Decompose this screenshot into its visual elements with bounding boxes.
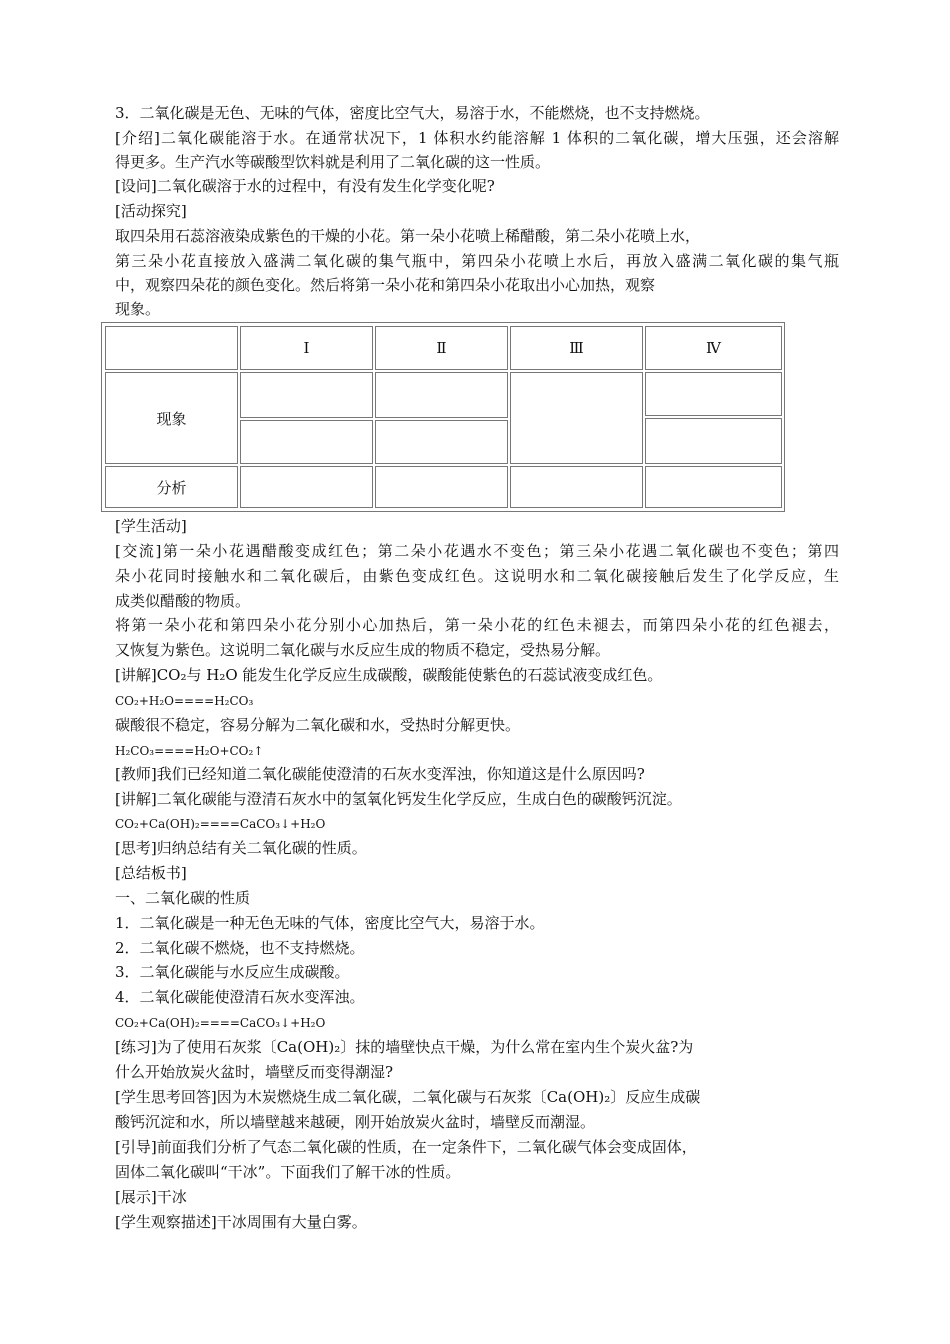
paragraph-line: 中，观察四朵花的颜色变化。然后将第一朵小花和第四朵小花取出小心加热，观察 (115, 276, 656, 294)
paragraph-line: [引导]前面我们分析了气态二氧化碳的性质，在一定条件下，二氧化碳气体会变成固体， (115, 1138, 697, 1156)
paragraph-line: 什么开始放炭火盆时，墙壁反而变得潮湿? (115, 1063, 394, 1081)
paragraph-line: [学生观察描述]干冰周围有大量白雾。 (115, 1213, 367, 1231)
paragraph-line: 固体二氧化碳叫“干冰”。下面我们了解干冰的性质。 (115, 1163, 461, 1181)
table-cell (510, 466, 643, 508)
list-item: 2．二氧化碳不燃烧，也不支持燃烧。 (115, 939, 365, 957)
table-header-cell: Ⅲ (510, 326, 643, 370)
chemical-equation: H₂CO₃====H₂O+CO₂↑ (115, 744, 264, 758)
chemical-equation: CO₂+H₂O====H₂CO₃ (115, 694, 254, 708)
table-corner-cell (105, 326, 238, 370)
table-row-label: 现象 (105, 372, 238, 464)
chemical-equation: CO₂+Ca(OH)₂====CaCO₃↓+H₂O (115, 817, 326, 831)
paragraph-line: 3．二氧化碳是无色、无味的气体，密度比空气大，易溶于水，不能燃烧，也不支持燃烧。 (115, 104, 710, 122)
subheading: 一、二氧化碳的性质 (115, 889, 251, 907)
table-cell (645, 372, 782, 416)
paragraph-line: [交流]第一朵小花遇醋酸变成红色；第二朵小花遇水不变色；第三朵小花遇二氧化碳也不变色；第四 (115, 542, 839, 560)
paragraph-line: 又恢复为紫色。这说明二氧化碳与水反应生成的物质不稳定，受热易分解。 (115, 641, 611, 659)
paragraph-line: 碳酸很不稳定，容易分解为二氧化碳和水，受热时分解更快。 (115, 716, 521, 734)
paragraph-line: 朵小花同时接触水和二氧化碳后，由紫色变成红色。这说明水和二氧化碳接触后发生了化学反应，生 (115, 567, 839, 585)
paragraph-line: [介绍]二氧化碳能溶于水。在通常状况下，1 体积水约能溶解 1 体积的二氧化碳，增大压强，还会溶解 (115, 129, 839, 147)
paragraph-line: 将第一朵小花和第四朵小花分别小心加热后，第一朵小花的红色未褪去，而第四朵小花的红色褪去， (115, 616, 839, 634)
table-cell (240, 420, 373, 464)
section-label: [学生活动] (115, 517, 187, 535)
paragraph-line: [教师]我们已经知道二氧化碳能使澄清的石灰水变浑浊，你知道这是什么原因吗? (115, 765, 645, 783)
table-cell (645, 466, 782, 508)
paragraph-line: 成类似醋酸的物质。 (115, 592, 251, 610)
table-row-label: 分析 (105, 466, 238, 508)
paragraph-line: 酸钙沉淀和水，所以墙壁越来越硬，刚开始放炭火盆时，墙壁反而潮湿。 (115, 1113, 596, 1131)
paragraph-line: [设问]二氧化碳溶于水的过程中，有没有发生化学变化呢? (115, 177, 495, 195)
list-item: 4．二氧化碳能使澄清石灰水变浑浊。 (115, 988, 365, 1006)
paragraph-line: [展示]干冰 (115, 1188, 187, 1206)
table-cell (240, 466, 373, 508)
paragraph-line: 取四朵用石蕊溶液染成紫色的干燥的小花。第一朵小花喷上稀醋酸，第二朵小花喷上水， (115, 227, 701, 245)
paragraph-line: [练习]为了使用石灰浆〔Ca(OH)₂〕抹的墙壁快点干燥，为什么常在室内生个炭火盆?为 (115, 1038, 694, 1056)
table-header-cell: Ⅰ (240, 326, 373, 370)
paragraph-line: 现象。 (115, 300, 161, 318)
paragraph-line: [思考]归纳总结有关二氧化碳的性质。 (115, 839, 367, 857)
section-label: [活动探究] (115, 202, 187, 220)
section-label: [总结板书] (115, 864, 187, 882)
table-cell (375, 372, 508, 418)
table-cell (375, 466, 508, 508)
table-cell (510, 372, 643, 464)
table-cell (645, 418, 782, 464)
chemical-equation: CO₂+Ca(OH)₂====CaCO₃↓+H₂O (115, 1016, 326, 1030)
list-item: 3．二氧化碳能与水反应生成碳酸。 (115, 963, 350, 981)
table-cell (375, 420, 508, 464)
paragraph-line: [学生思考回答]因为木炭燃烧生成二氧化碳，二氧化碳与石灰浆〔Ca(OH)₂〕反应生成碳 (115, 1088, 701, 1106)
observation-table (101, 322, 785, 512)
table-header-cell: Ⅱ (375, 326, 508, 370)
paragraph-line: [讲解]二氧化碳能与澄清石灰水中的氢氧化钙发生化学反应，生成白色的碳酸钙沉淀。 (115, 790, 682, 808)
paragraph-line: 得更多。生产汽水等碳酸型饮料就是利用了二氧化碳的这一性质。 (115, 153, 551, 171)
paragraph-line: 第三朵小花直接放入盛满二氧化碳的集气瓶中，第四朵小花喷上水后，再放入盛满二氧化碳的集气瓶 (115, 252, 839, 270)
table-cell (240, 372, 373, 418)
list-item: 1．二氧化碳是一种无色无味的气体，密度比空气大，易溶于水。 (115, 914, 545, 932)
paragraph-line: [讲解]CO₂与 H₂O 能发生化学反应生成碳酸，碳酸能使紫色的石蕊试液变成红色。 (115, 666, 663, 684)
table-header-cell: Ⅳ (645, 326, 782, 370)
